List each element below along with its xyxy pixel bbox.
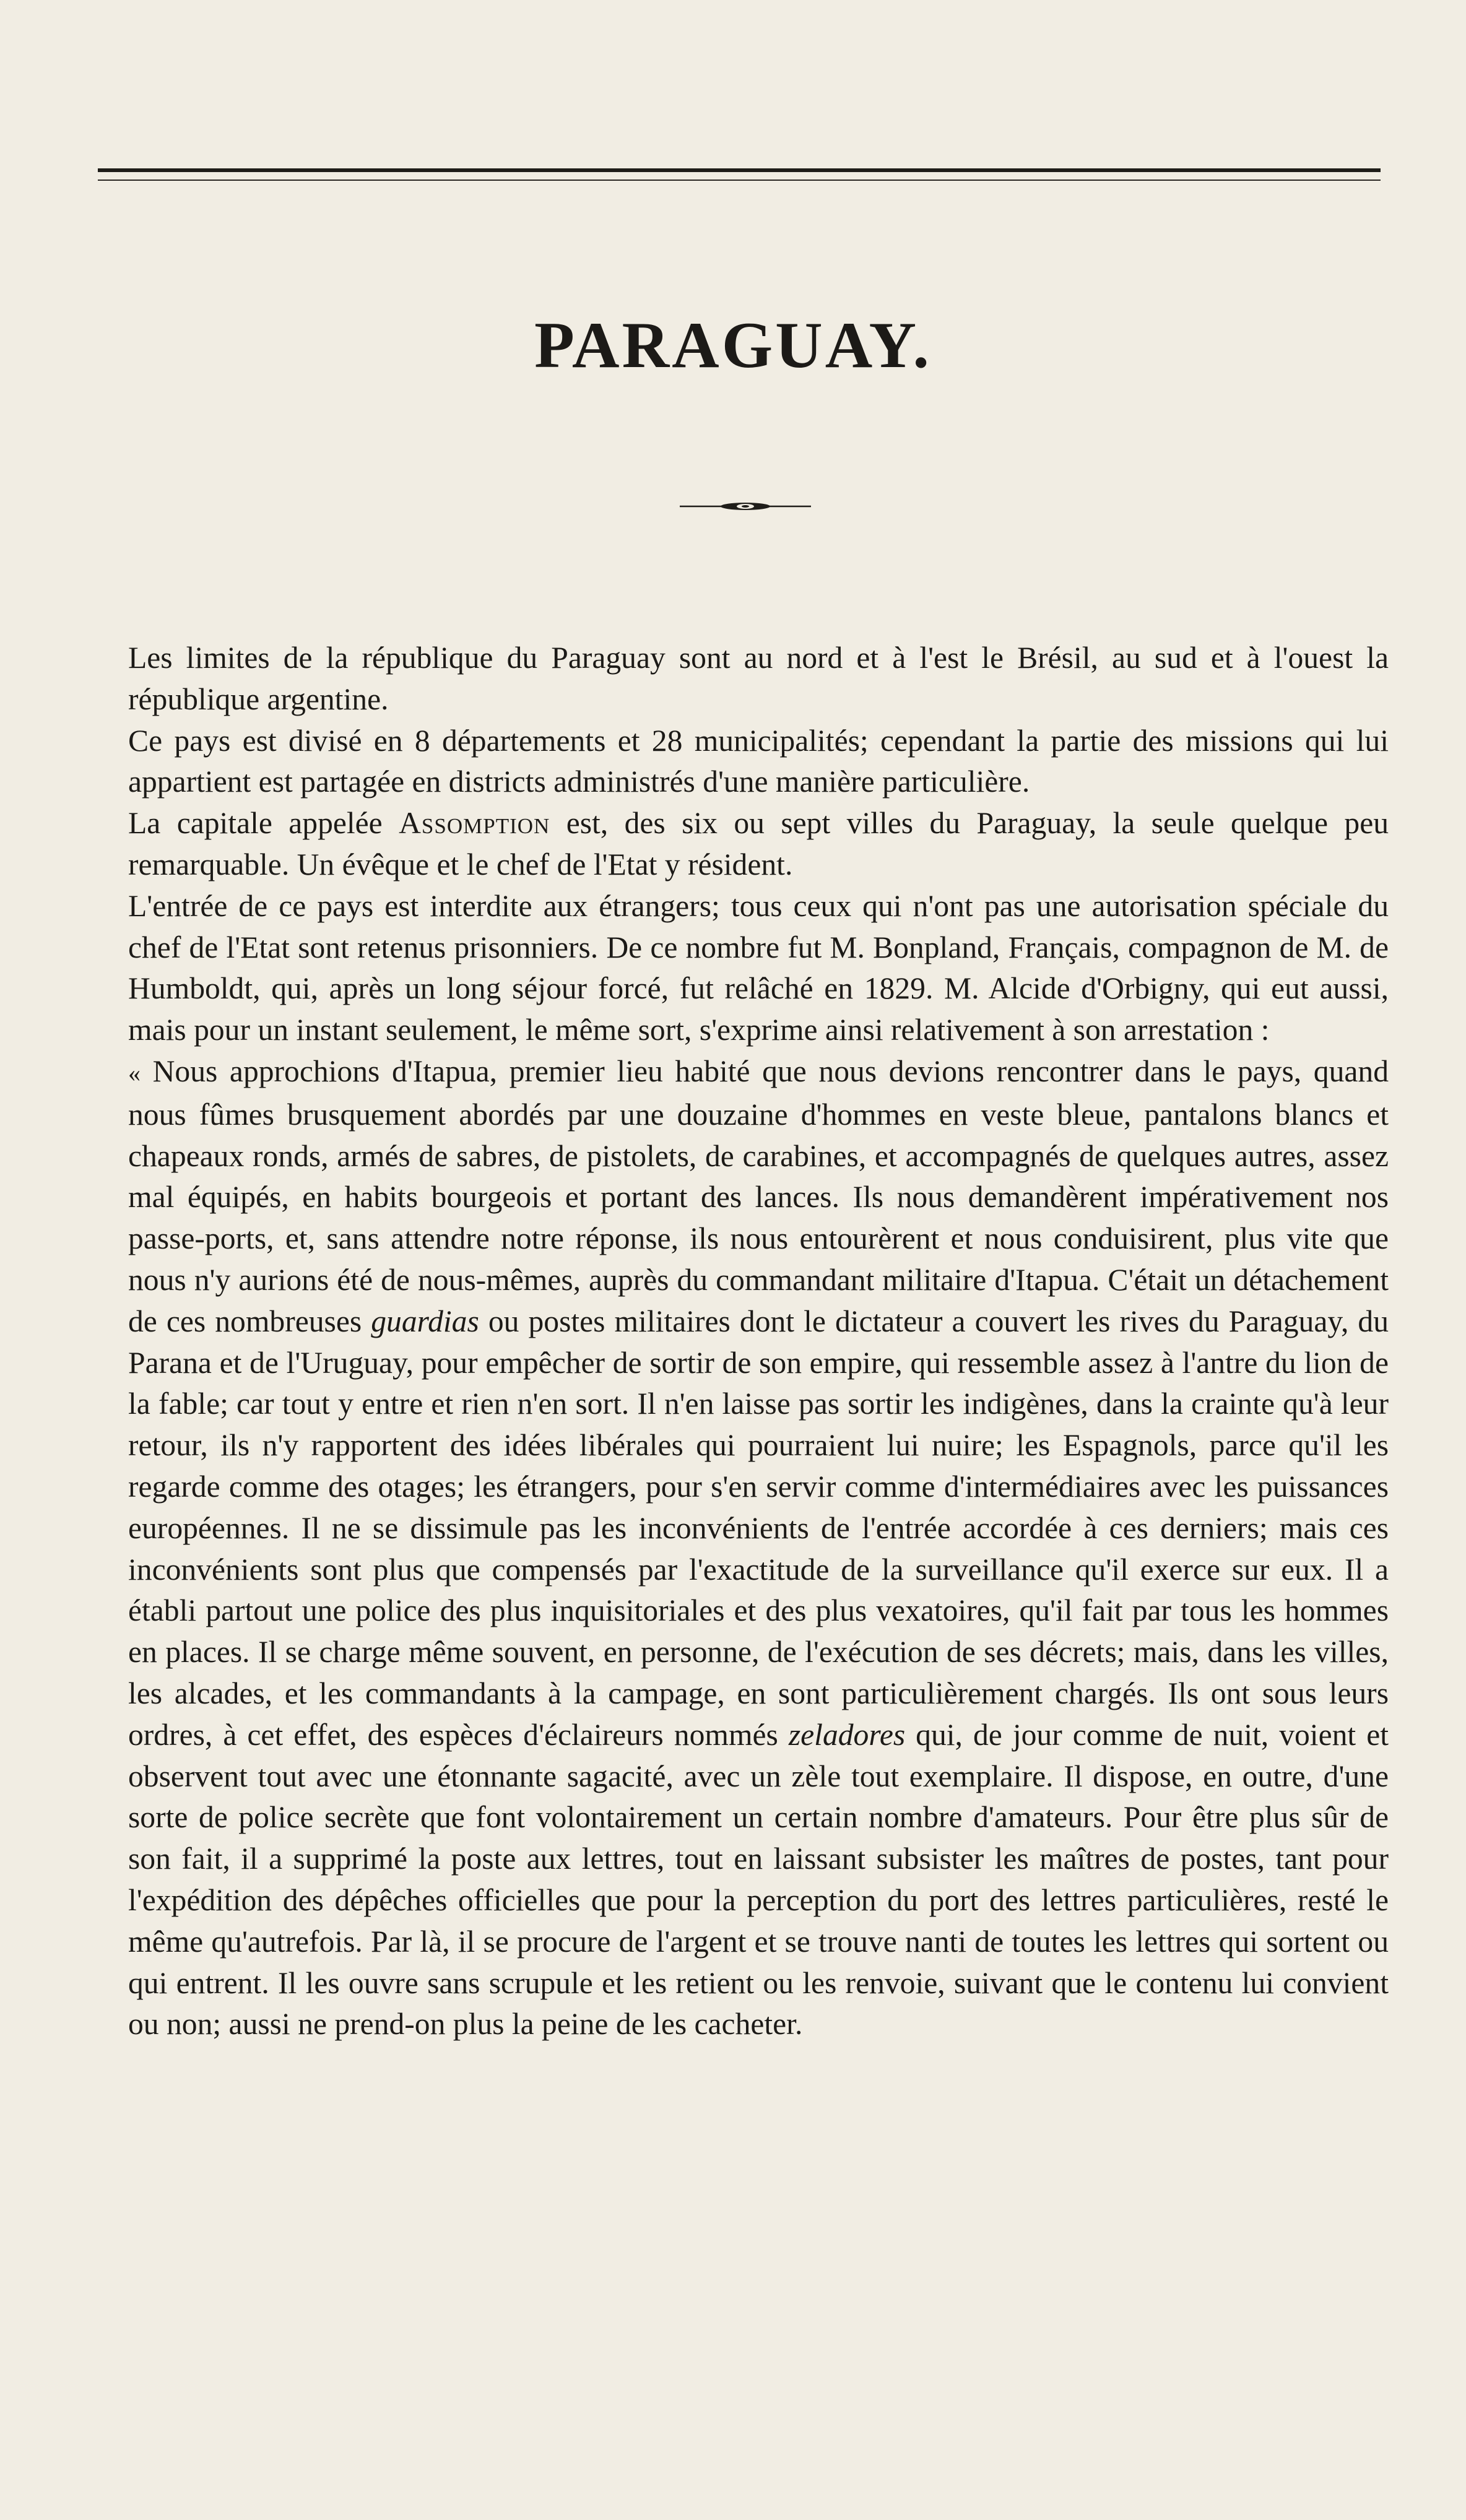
paragraph-boundaries: Les limites de la république du Paraguay sont au nord et à l'est le Brésil, au sud et à l'ouest la république argentine. bbox=[128, 641, 1389, 716]
quotation-part-1: Nous approchions d'Itapua, premier lieu habité que nous devions rencontrer dans le pays, quand nous fûmes brusquement abordés par une douzaine d'hommes en veste bleue, pantalons blancs et chapeaux ronds, armés de sabres, de pistolets, de carabines, et accompagnés de quelques autres, assez mal équipés, en habits bourgeois et portant des lances. Ils nous demandèrent impérativement nos passe-ports, et, sans attendre notre réponse, ils nous entourèrent et nous conduisirent, plus vite que nous n'y aurions été de nous-mêmes, auprès du commandant militaire d'Itapua. C'était un détachement de ces nombreuses bbox=[128, 1054, 1389, 1338]
capital-description: est, des six ou sept villes du Paraguay, la seule quelque peu remarquable. Un évêque et le chef de l'Etat y résident. bbox=[128, 806, 1389, 881]
quotation-part-3: qui, de jour comme de nuit, voient et observent tout avec une étonnante sagacité, avec un zèle tout exemplaire. Il dispose, en outre, d'une sorte de police secrète que font volontairement un certain nombre d'amateurs. Pour être plus sûr de son fait, il a supprimé la poste aux lettres, tout en laissant subsister les maîtres de postes, tant pour l'expédition des dépêches officielles que pour la perception du port des lettres particulières, resté le même qu'autrefois. Par là, il se procure de l'argent et se trouve nanti de toutes les lettres qui sortent ou qui entrent. Il les ouvre sans scrupule et les retient ou les renvoie, suivant que le contenu lui convient ou non; aussi ne prend-on plus la peine de les cacheter. bbox=[128, 1717, 1389, 2042]
header-rule-thin bbox=[98, 180, 1381, 181]
paragraph-entry: L'entrée de ce pays est interdite aux étrangers; tous ceux qui n'ont pas une autorisation spéciale du chef de l'Etat sont retenus prisonniers. De ce nombre fut M. Bonpland, Français, compagnon de M. de Humboldt, qui, après un long séjour forcé, fut relâché en 1829. M. Alcide d'Orbigny, qui eut aussi, mais pour un instant seulement, le même sort, s'exprime ainsi relativement à son arrestation : bbox=[128, 888, 1389, 1047]
term-guardias: guardias bbox=[371, 1304, 479, 1338]
quotation-part-2: ou postes militaires dont le dictateur a couvert les rives du Paraguay, du Parana et de l'Uruguay, pour empêcher de sortir de son empire, qui ressemble assez à l'antre du lion de la fable; car tout y entre et rien n'en sort. Il n'en laisse pas sortir les indigènes, dans la crainte qu'à leur retour, ils n'y rapportent des idées libérales qui pourraient lui nuire; les Espagnols, parce qu'il les regarde comme des otages; les étrangers, pour s'en servir comme d'intermédiaires avec les puissances européennes. Il ne se dissimule pas les inconvénients de l'entrée accordée à ces derniers; mais ces inconvénients sont plus que compensés par l'exactitude de la surveillance qu'il exerce sur eux. Il a établi partout une police des plus inquisitoriales et des plus vexatoires, qu'il fait par tous les hommes en places. Il se charge même souvent, en personne, de l'exécution de ses décrets; mais, dans les villes, les alcades, et les commandants à la campage, en sont particulièrement chargés. Ils ont sous leurs ordres, à cet effet, des espèces d'éclaireurs nommés bbox=[128, 1304, 1389, 1752]
paragraph-departments: Ce pays est divisé en 8 départements et 28 municipalités; cependant la partie des missions qui lui appartient est partagée en districts administrés d'une manière particulière. bbox=[128, 723, 1389, 799]
paragraph-quotation bbox=[128, 1051, 1389, 2045]
page-title: PARAGUAY. bbox=[534, 309, 932, 381]
header-rule-thick bbox=[98, 168, 1381, 172]
term-zeladores: zeladores bbox=[788, 1717, 906, 1752]
opening-quote-mark: « bbox=[128, 1059, 141, 1087]
capital-intro: La capitale appelée bbox=[128, 806, 399, 841]
capital-name: Assomption bbox=[399, 806, 550, 841]
article-body bbox=[128, 638, 1389, 2045]
paragraph-capital bbox=[128, 803, 1389, 886]
ornament-divider bbox=[677, 499, 813, 514]
